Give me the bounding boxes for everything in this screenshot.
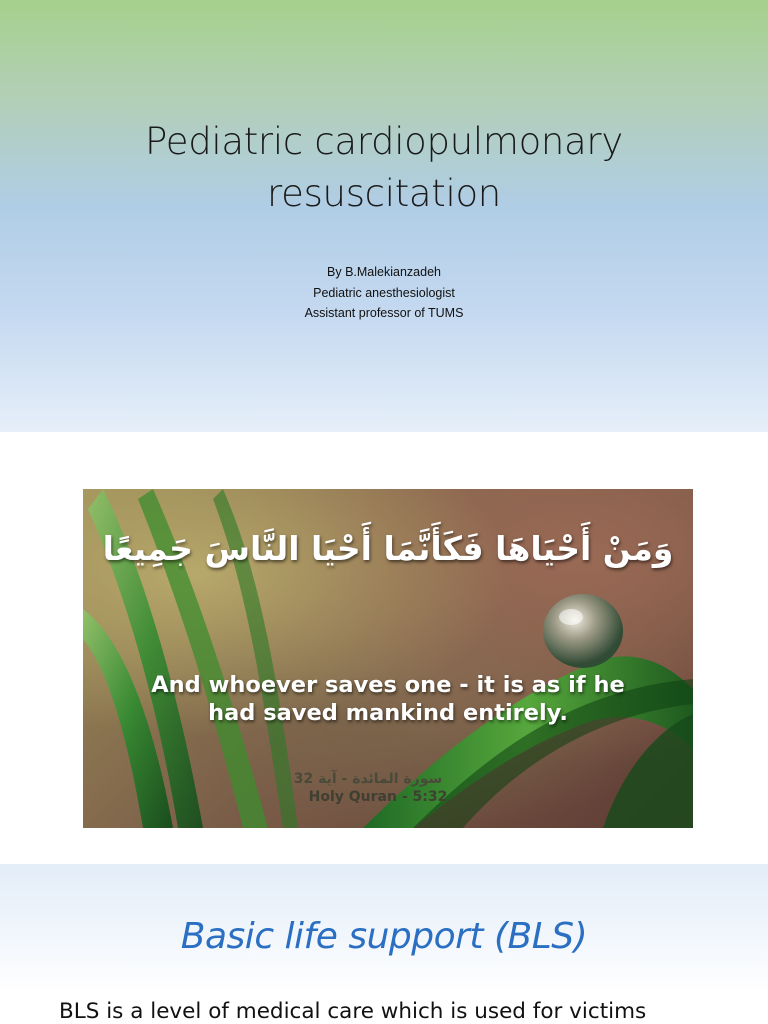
english-translation (83, 671, 693, 727)
author-role: Pediatric anesthesiologist (313, 285, 455, 300)
arabic-verse: وَمَنْ أَحْيَاهَا فَكَأَنَّمَا أَحْيَا النَّاسَ جَمِيعًا (102, 529, 674, 568)
quote-image (83, 489, 693, 828)
title-slide (0, 0, 768, 432)
reference-english: Holy Quran - 5:32 (308, 789, 448, 805)
author-name: By B.Malekianzadeh (327, 265, 441, 279)
english-line-2: had saved mankind entirely. (208, 700, 568, 726)
presentation-title (0, 116, 768, 220)
english-line-1: And whoever saves one - it is as if he (151, 672, 625, 698)
title-line-2: resuscitation (267, 172, 501, 215)
quote-slide (0, 432, 768, 864)
bls-body-text: BLS is a level of medical care which is used for victims (59, 999, 647, 1024)
title-line-1: Pediatric cardiopulmonary (145, 120, 623, 163)
author-affiliation: Assistant professor of TUMS (304, 306, 464, 320)
presentation-subtitle (0, 262, 768, 324)
bls-heading: Basic life support (BLS) (180, 916, 588, 957)
reference-arabic: سورة المائدة - آية 32 (293, 771, 443, 787)
bls-slide (0, 864, 768, 1024)
